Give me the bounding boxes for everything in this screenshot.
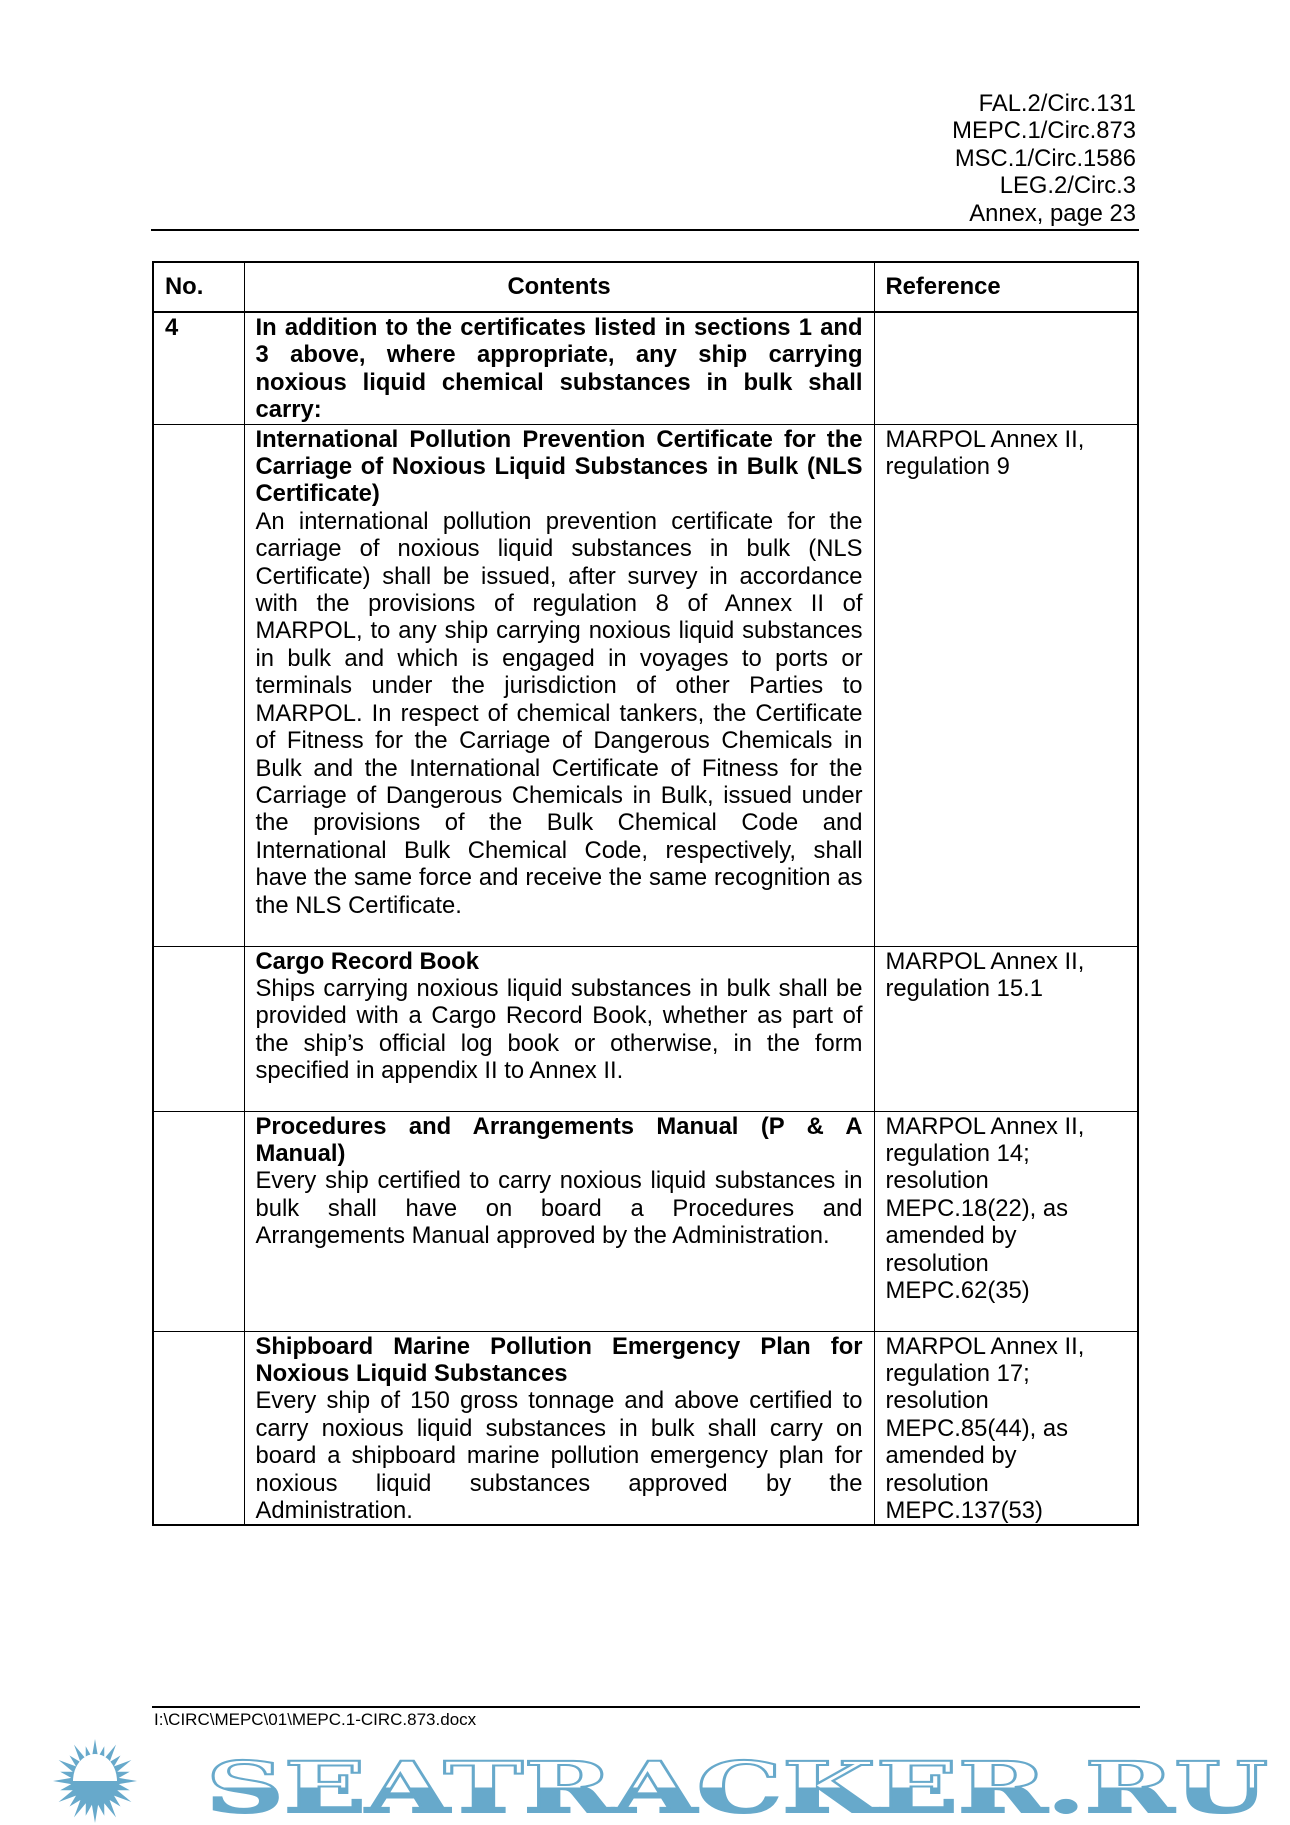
reference-line: MARPOL Annex II, [885, 425, 1085, 453]
column-header-no: No. [153, 262, 244, 312]
table-row [153, 946, 1138, 1111]
ref-line: MSC.1/Circ.1586 [954, 144, 1136, 172]
table-row [153, 1331, 1138, 1525]
sun-icon [53, 1739, 137, 1823]
footer-divider [152, 1706, 1140, 1708]
reference-line: amended by [885, 1442, 1017, 1470]
row-number: 4 [153, 312, 244, 424]
reference-line: resolution [885, 1387, 989, 1415]
document-reference-header [952, 90, 1136, 227]
item-description: Ships carrying noxious liquid substances in bulk shall be provided with a Cargo Record Book, whether as part of the ship’s official log book or otherwise, in the form specified in appendix II to Annex II. [255, 975, 863, 1085]
table-row [153, 424, 1138, 946]
reference-line: MEPC.62(35) [885, 1277, 1030, 1305]
svg-text:SEATRACKER.RU: SEATRACKER.RU [206, 1746, 1268, 1824]
reference-line: MEPC.85(44), as [885, 1414, 1069, 1442]
footer-file-path: I:\CIRC\MEPC\01\MEPC.1-CIRC.873.docx [154, 1710, 477, 1729]
item-title: Shipboard Marine Pollution Emergency Plan for Noxious Liquid Substances [255, 1332, 863, 1388]
reference-line: resolution [885, 1249, 989, 1277]
certificates-table [152, 261, 1139, 1526]
reference-cell [874, 1111, 1138, 1331]
ref-line: MEPC.1/Circ.873 [952, 117, 1136, 145]
contents-cell [244, 1111, 874, 1331]
reference-line: MEPC.137(53) [885, 1497, 1043, 1525]
ref-line: FAL.2/Circ.131 [978, 90, 1136, 117]
reference-line: regulation 15.1 [885, 975, 1043, 1003]
reference-line: regulation 14; [885, 1140, 1030, 1168]
reference-line: resolution [885, 1167, 989, 1195]
reference-line: resolution [885, 1469, 989, 1497]
reference-line: MARPOL Annex II, [885, 1332, 1085, 1360]
contents-cell [244, 312, 874, 424]
reference-cell [874, 424, 1138, 946]
reference-line: MARPOL Annex II, [885, 947, 1085, 975]
reference-cell [874, 312, 1138, 424]
reference-line: regulation 17; [885, 1360, 1030, 1388]
column-header-contents: Contents [244, 262, 874, 312]
item-description: An international pollution prevention certificate for the carriage of noxious liquid substances in bulk (NLS Certificate) shall be issued, after survey in accordance with the provisions of regulation 8 of Annex II of MARPOL, to any ship carrying noxious liquid substances in bulk and which is engaged in voyages to ports or terminals under the jurisdiction of other Parties to MARPOL. In respect of chemical tankers, the Certificate of Fitness for the Carriage of Dangerous Chemicals in Bulk and the International Certificate of Fitness for the Carriage of Dangerous Chemicals in Bulk, issued under the provisions of the Bulk Chemical Code and International Bulk Chemical Code, respectively, shall have the same force and receive the same recognition as the NLS Certificate. [255, 507, 863, 919]
item-description: Every ship certified to carry noxious liquid substances in bulk shall have on board a Procedures and Arrangements Manual approved by the Administration. [255, 1167, 863, 1250]
item-title: Cargo Record Book [255, 947, 479, 975]
reference-line: regulation 9 [885, 453, 1010, 481]
table-row [153, 1111, 1138, 1331]
item-description: Every ship of 150 gross tonnage and above certified to carry noxious liquid substances in bulk shall carry on board a shipboard marine pollution emergency plan for noxious liquid substances approved by the Administration. [255, 1387, 863, 1525]
row-number [153, 1111, 244, 1331]
reference-cell [874, 946, 1138, 1111]
item-title: Procedures and Arrangements Manual (P & A Manual) [255, 1112, 863, 1168]
reference-line: MEPC.18(22), as [885, 1194, 1069, 1222]
row-number [153, 946, 244, 1111]
header-divider [151, 229, 1139, 231]
column-header-reference: Reference [874, 262, 1138, 312]
item-title: International Pollution Prevention Certificate for the Carriage of Noxious Liquid Substances in Bulk (NLS Certificate) [255, 425, 863, 508]
reference-line: MARPOL Annex II, [885, 1112, 1085, 1140]
row-number [153, 424, 244, 946]
contents-cell [244, 424, 874, 946]
reference-cell [874, 1331, 1138, 1525]
table-row [153, 312, 1138, 424]
seatracker-watermark-logo [0, 1738, 1290, 1824]
page-number: Annex, page 23 [969, 199, 1136, 227]
item-title: In addition to the certificates listed in sections 1 and 3 above, where appropriate, any ship carrying noxious liquid chemical substances in bulk shall carry: [255, 314, 863, 424]
reference-line: amended by [885, 1222, 1017, 1250]
ref-line: LEG.2/Circ.3 [999, 172, 1136, 200]
contents-cell [244, 1331, 874, 1525]
table-header-row [153, 262, 1138, 312]
contents-cell [244, 946, 874, 1111]
row-number [153, 1331, 244, 1525]
